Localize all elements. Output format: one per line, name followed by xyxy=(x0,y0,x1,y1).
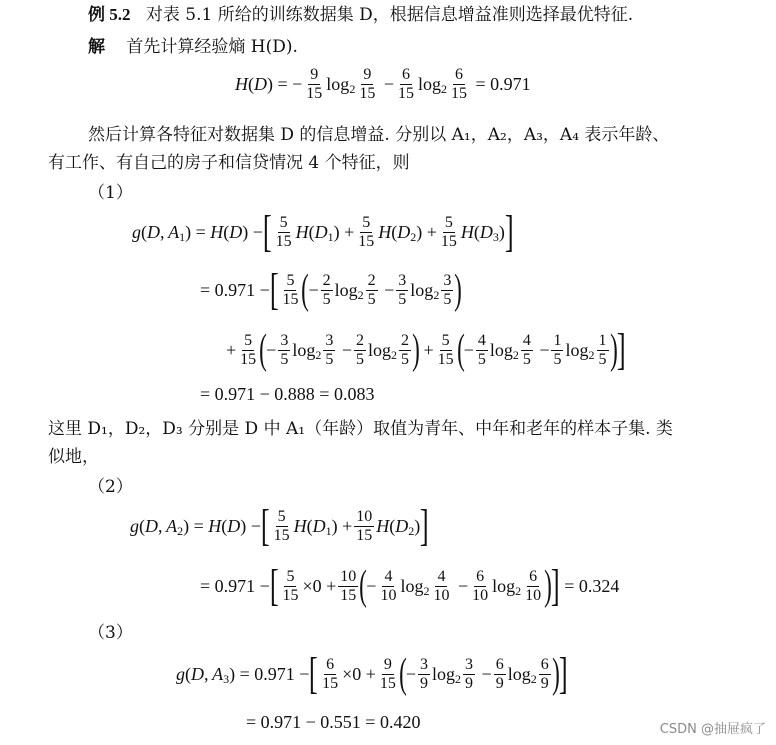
step3-line1: g ( D , A 3 ) = 0.971 − [ $\frac{6}{15}$ ×0 + $\frac{9}{15}$ ( − $\frac{3}{9}$ log 2 $\frac{3}{9}$ − $\frac{6}{9}$ log 2 $\frac{6}{9}$ ) ] xyxy=(176,649,568,698)
para1-line1: 然后计算各特征对数据集 D 的信息增益. 分别以 A₁，A₂，A₃，A₄ 表示年龄、 xyxy=(88,125,670,145)
solution-text: 首先计算经验熵 H(D). xyxy=(126,37,298,57)
step2-result: = 0.324 xyxy=(564,575,620,596)
frac-9-15: $\frac{9}{15}$ xyxy=(306,66,323,102)
example-label: 例 5.2 xyxy=(88,5,131,24)
step1-line2: = 0.971 − [ $\frac{5}{15}$ ( − $\frac{2}{5}$ log 2 $\frac{2}{5}$ − $\frac{3}{5}$ log 2 $\frac{3}{5}$ ) xyxy=(200,265,463,314)
solution-label: 解 xyxy=(88,37,105,56)
step1-marker: （1） xyxy=(88,183,133,203)
step2-line1: g ( D , A 2 ) = H ( D ) − [ $\frac{5}{15}$ H ( D 1 ) + $\frac{10}{15}$ H ( D 2 ) ] xyxy=(130,501,429,550)
entropy-formula: H ( D ) = − $\frac{9}{15}$ log 2 $\frac{9}{15}$ − $\frac{6}{15}$ log 2 $\frac{6}{15}$ = 0.971 xyxy=(235,66,531,102)
frac-6-15: $\frac{6}{15}$ xyxy=(397,66,414,102)
solution-line xyxy=(88,36,298,58)
step1-line3: + $\frac{5}{15}$ ( − $\frac{3}{5}$ log 2 $\frac{3}{5}$ − $\frac{2}{5}$ log 2 $\frac{2}{5}$ ) + $\frac{5}{15}$ ( − $\frac{4}{5}$ log 2 $\frac{4}{5}$ − $\frac{1}{5}$ log 2 $\frac{1}{5}$ ) ] xyxy=(226,325,626,374)
para2-line1: 这里 D₁，D₂，D₃ 分别是 D 中 A₁（年龄）取值为青年、中年和老年的样本子集. 类 xyxy=(48,419,673,439)
step2-line2: = 0.971 − [ $\frac{5}{15}$ ×0 + $\frac{10}{15}$ ( − $\frac{4}{10}$ log 2 $\frac{4}{10}$ − $\frac{6}{10}$ log 2 $\frac{6}{10}$ ) ] = 0.324 xyxy=(200,561,620,610)
para1-line2: 有工作、有自己的房子和信贷情况 4 个特征，则 xyxy=(48,153,410,173)
example-line xyxy=(88,4,633,26)
csdn-watermark: CSDN @抽屉疯了 xyxy=(659,722,766,737)
step2-marker: （2） xyxy=(88,477,133,497)
step1-line4: = 0.971 − 0.888 = 0.083 xyxy=(200,384,375,404)
step1-line1: g ( D , A 1 ) = H ( D ) − [ $\frac{5}{15}$ H ( D 1 ) + $\frac{5}{15}$ H ( D 2 ) + $\frac{5}{15}$ H ( D 3 ) ] xyxy=(132,207,514,256)
step3-marker: （3） xyxy=(88,623,133,643)
entropy-result: = 0.971 xyxy=(475,74,531,94)
example-text: 对表 5.1 所给的训练数据集 D，根据信息增益准则选择最优特征. xyxy=(145,5,634,25)
step3-line2: = 0.971 − 0.551 = 0.420 xyxy=(246,712,421,732)
para2-line2: 似地， xyxy=(48,447,99,467)
